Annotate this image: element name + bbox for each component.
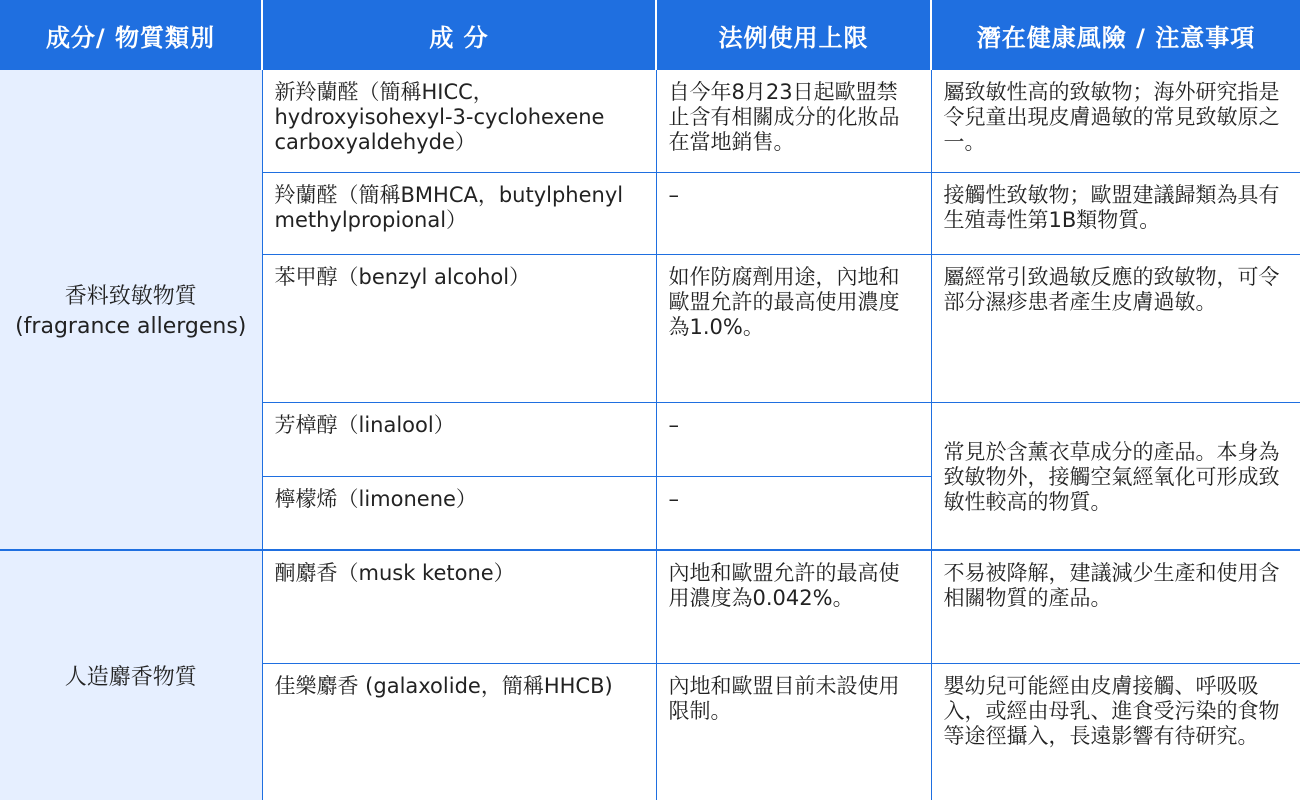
header-risk: 潛在健康風險 / 注意事項 (931, 0, 1300, 70)
category-label: 香料致敏物質 (64, 283, 197, 309)
risk-cell: 常見於含薰衣草成分的產品。本身為致敏物外，接觸空氣經氧化可形成致敏性較高的物質。 (931, 402, 1300, 550)
limit-cell: – (656, 476, 931, 550)
ingredient-cell: 苯甲醇（benzyl alcohol） (262, 254, 656, 402)
category-label: 人造麝香物質 (64, 664, 197, 690)
ingredient-cell: 羚蘭醛（簡稱BMHCA，butylphenyl methylpropional） (262, 172, 656, 254)
ingredient-cell: 芳樟醇（linalool） (262, 402, 656, 476)
header-category: 成分/ 物質類別 (0, 0, 262, 70)
ingredient-cell: 新羚蘭醛（簡稱HICC，hydroxyisohexyl-3-cyclohexene carboxyaldehyde） (262, 70, 656, 172)
limit-cell: 內地和歐盟目前未設使用限制。 (656, 663, 931, 800)
limit-cell: 自今年8月23日起歐盟禁止含有相關成分的化妝品在當地銷售。 (656, 70, 931, 172)
limit-cell: 如作防腐劑用途，內地和歐盟允許的最高使用濃度為1.0%。 (656, 254, 931, 402)
table-row (0, 550, 1300, 663)
ingredient-cell: 檸檬烯（limonene） (262, 476, 656, 550)
category-sublabel: (fragrance allergens) (15, 313, 247, 339)
limit-cell: – (656, 402, 931, 476)
table-header-row (0, 0, 1300, 70)
category-cell-fragrance (0, 70, 262, 550)
category-cell-synthetic-musk (0, 550, 262, 800)
risk-cell: 屬經常引致過敏反應的致敏物，可令部分濕疹患者產生皮膚過敏。 (931, 254, 1300, 402)
risk-cell: 接觸性致敏物；歐盟建議歸類為具有生殖毒性第1B類物質。 (931, 172, 1300, 254)
risk-cell: 不易被降解，建議減少生產和使用含相關物質的產品。 (931, 550, 1300, 663)
risk-cell: 嬰幼兒可能經由皮膚接觸、呼吸吸入，或經由母乳、進食受污染的食物等途徑攝入，長遠影響有待研究。 (931, 663, 1300, 800)
ingredient-cell: 酮麝香（musk ketone） (262, 550, 656, 663)
header-limit: 法例使用上限 (656, 0, 931, 70)
limit-cell: 內地和歐盟允許的最高使用濃度為0.042%。 (656, 550, 931, 663)
risk-cell: 屬致敏性高的致敏物；海外研究指是令兒童出現皮膚過敏的常見致敏原之一。 (931, 70, 1300, 172)
header-ingredient: 成 分 (262, 0, 656, 70)
ingredient-cell: 佳樂麝香 (galaxolide，簡稱HHCB) (262, 663, 656, 800)
table-row (0, 70, 1300, 172)
limit-cell: – (656, 172, 931, 254)
